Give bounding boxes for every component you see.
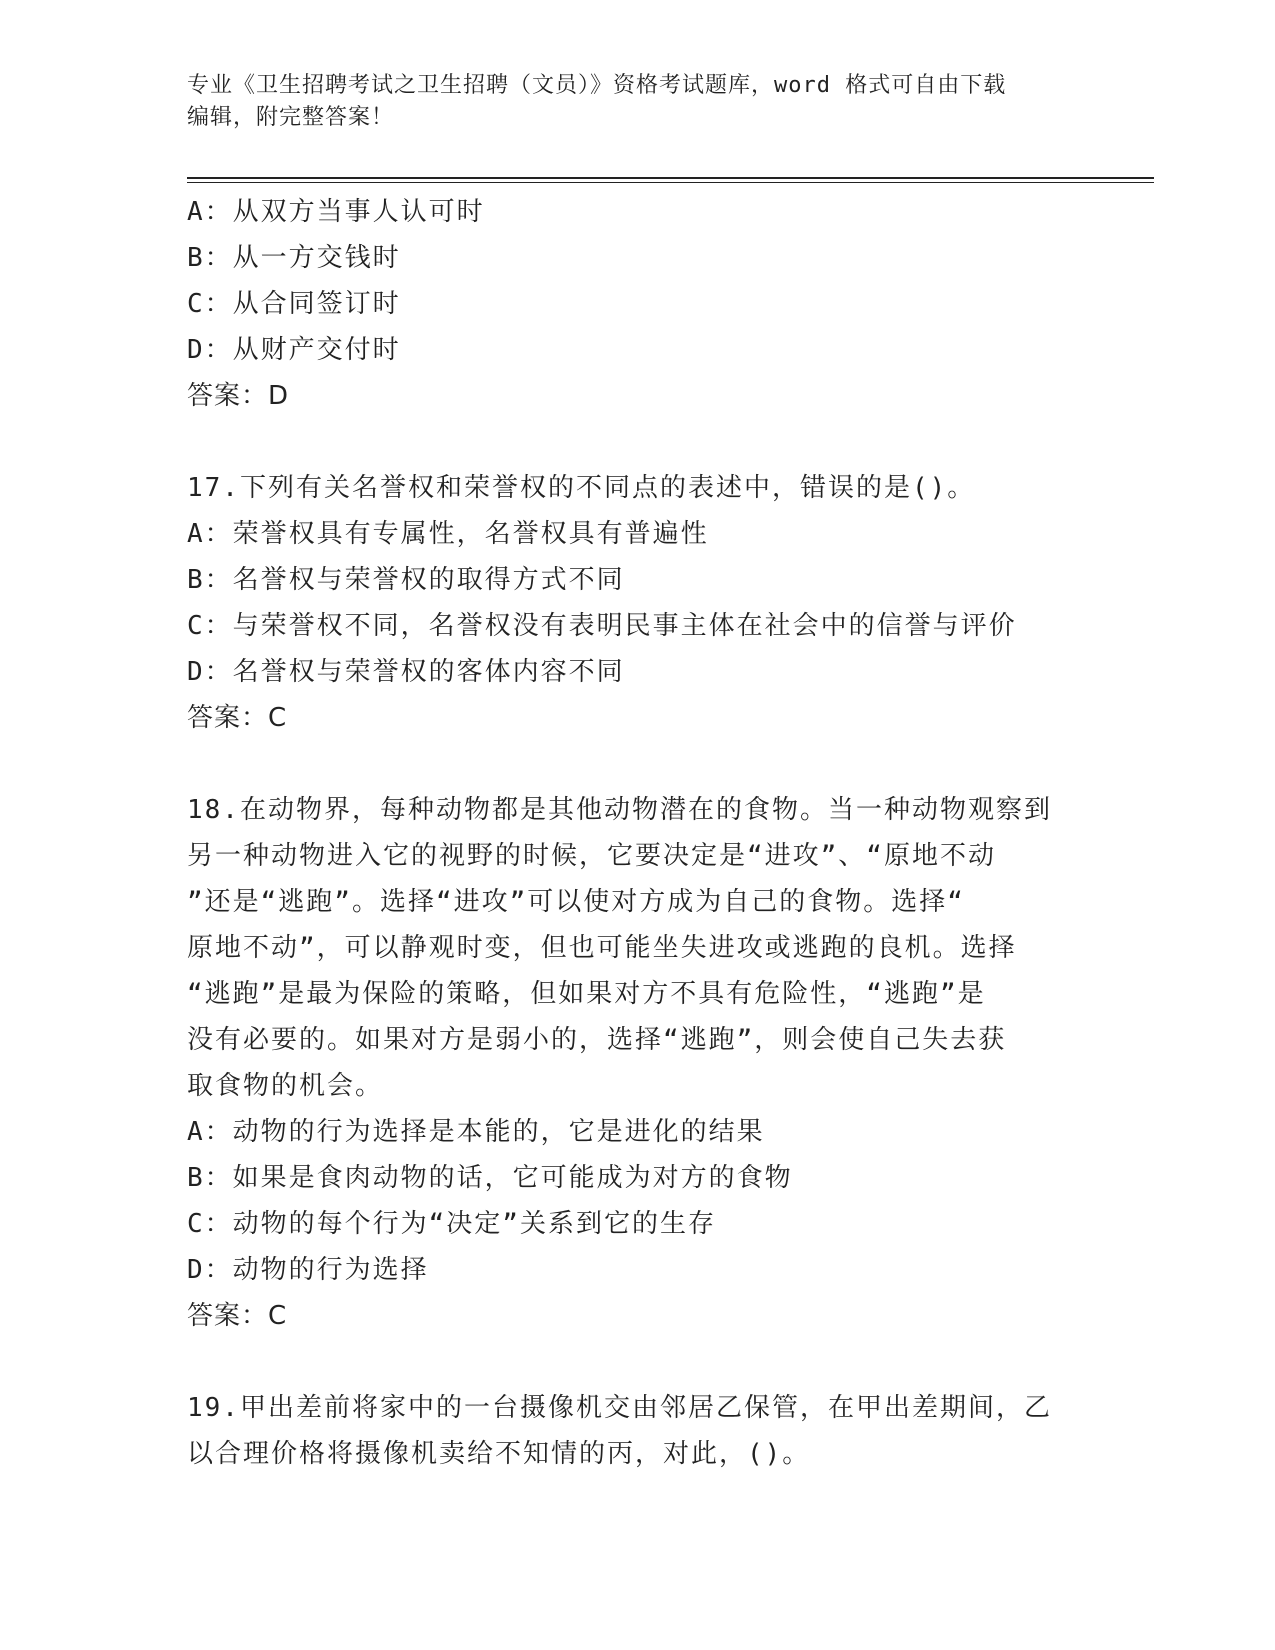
- q17-option-c: C：与荣誉权不同，名誉权没有表明民事主体在社会中的信誉与评价: [187, 611, 1017, 641]
- q17-option-d: D：名誉权与荣誉权的客体内容不同: [187, 657, 625, 687]
- q17-option-b: B：名誉权与荣誉权的取得方式不同: [187, 565, 625, 595]
- document-header: [187, 70, 1067, 134]
- q16-option-b: B：从一方交钱时: [187, 243, 401, 273]
- header-rule-thin: [187, 182, 1154, 183]
- q16-answer: 答案：D: [187, 381, 290, 411]
- header-rule-thick: [187, 177, 1154, 179]
- q18-option-d: D：动物的行为选择: [187, 1255, 429, 1285]
- q18-option-a: A：动物的行为选择是本能的，它是进化的结果: [187, 1117, 765, 1147]
- q18-question-line-3: ”还是“逃跑”。选择“进攻”可以使对方成为自己的食物。选择“: [187, 887, 965, 917]
- q18-question-line-4: 原地不动”，可以静观时变，但也可能坐失进攻或逃跑的良机。选择: [187, 933, 1017, 963]
- q17-answer: 答案：C: [187, 703, 288, 733]
- q16-option-a: A：从双方当事人认可时: [187, 197, 485, 227]
- q19-question-line-1: 19.甲出差前将家中的一台摄像机交由邻居乙保管，在甲出差期间，乙: [187, 1393, 1052, 1423]
- q18-question-line-7: 取食物的机会。: [187, 1071, 384, 1101]
- q18-answer: 答案：C: [187, 1301, 288, 1331]
- q17-question: 17.下列有关名誉权和荣誉权的不同点的表述中，错误的是()。: [187, 473, 976, 503]
- q18-question-line-1: 18.在动物界，每种动物都是其他动物潜在的食物。当一种动物观察到: [187, 795, 1052, 825]
- header-line-1: 专业《卫生招聘考试之卫生招聘（文员）》资格考试题库，word 格式可自由下载: [187, 73, 1007, 98]
- q17-option-a: A：荣誉权具有专属性，名誉权具有普遍性: [187, 519, 709, 549]
- q18-question-line-6: 没有必要的。如果对方是弱小的，选择“逃跑”，则会使自己失去获: [187, 1025, 1007, 1055]
- spacer: [187, 741, 1087, 787]
- q18-option-b: B：如果是食肉动物的话，它可能成为对方的食物: [187, 1163, 793, 1193]
- q18-question-line-2: 另一种动物进入它的视野的时候，它要决定是“进攻”、“原地不动: [187, 841, 996, 871]
- q18-question-line-5: “逃跑”是最为保险的策略，但如果对方不具有危险性，“逃跑”是: [187, 979, 986, 1009]
- q18-option-c: C：动物的每个行为“决定”关系到它的生存: [187, 1209, 716, 1239]
- spacer: [187, 1339, 1087, 1385]
- q16-option-c: C：从合同签订时: [187, 289, 401, 319]
- q19-question-line-2: 以合理价格将摄像机卖给不知情的丙，对此，()。: [187, 1439, 811, 1469]
- header-line-2: 编辑，附完整答案！: [187, 105, 395, 130]
- q16-option-d: D：从财产交付时: [187, 335, 401, 365]
- question-content: [187, 189, 1087, 1477]
- spacer: [187, 419, 1087, 465]
